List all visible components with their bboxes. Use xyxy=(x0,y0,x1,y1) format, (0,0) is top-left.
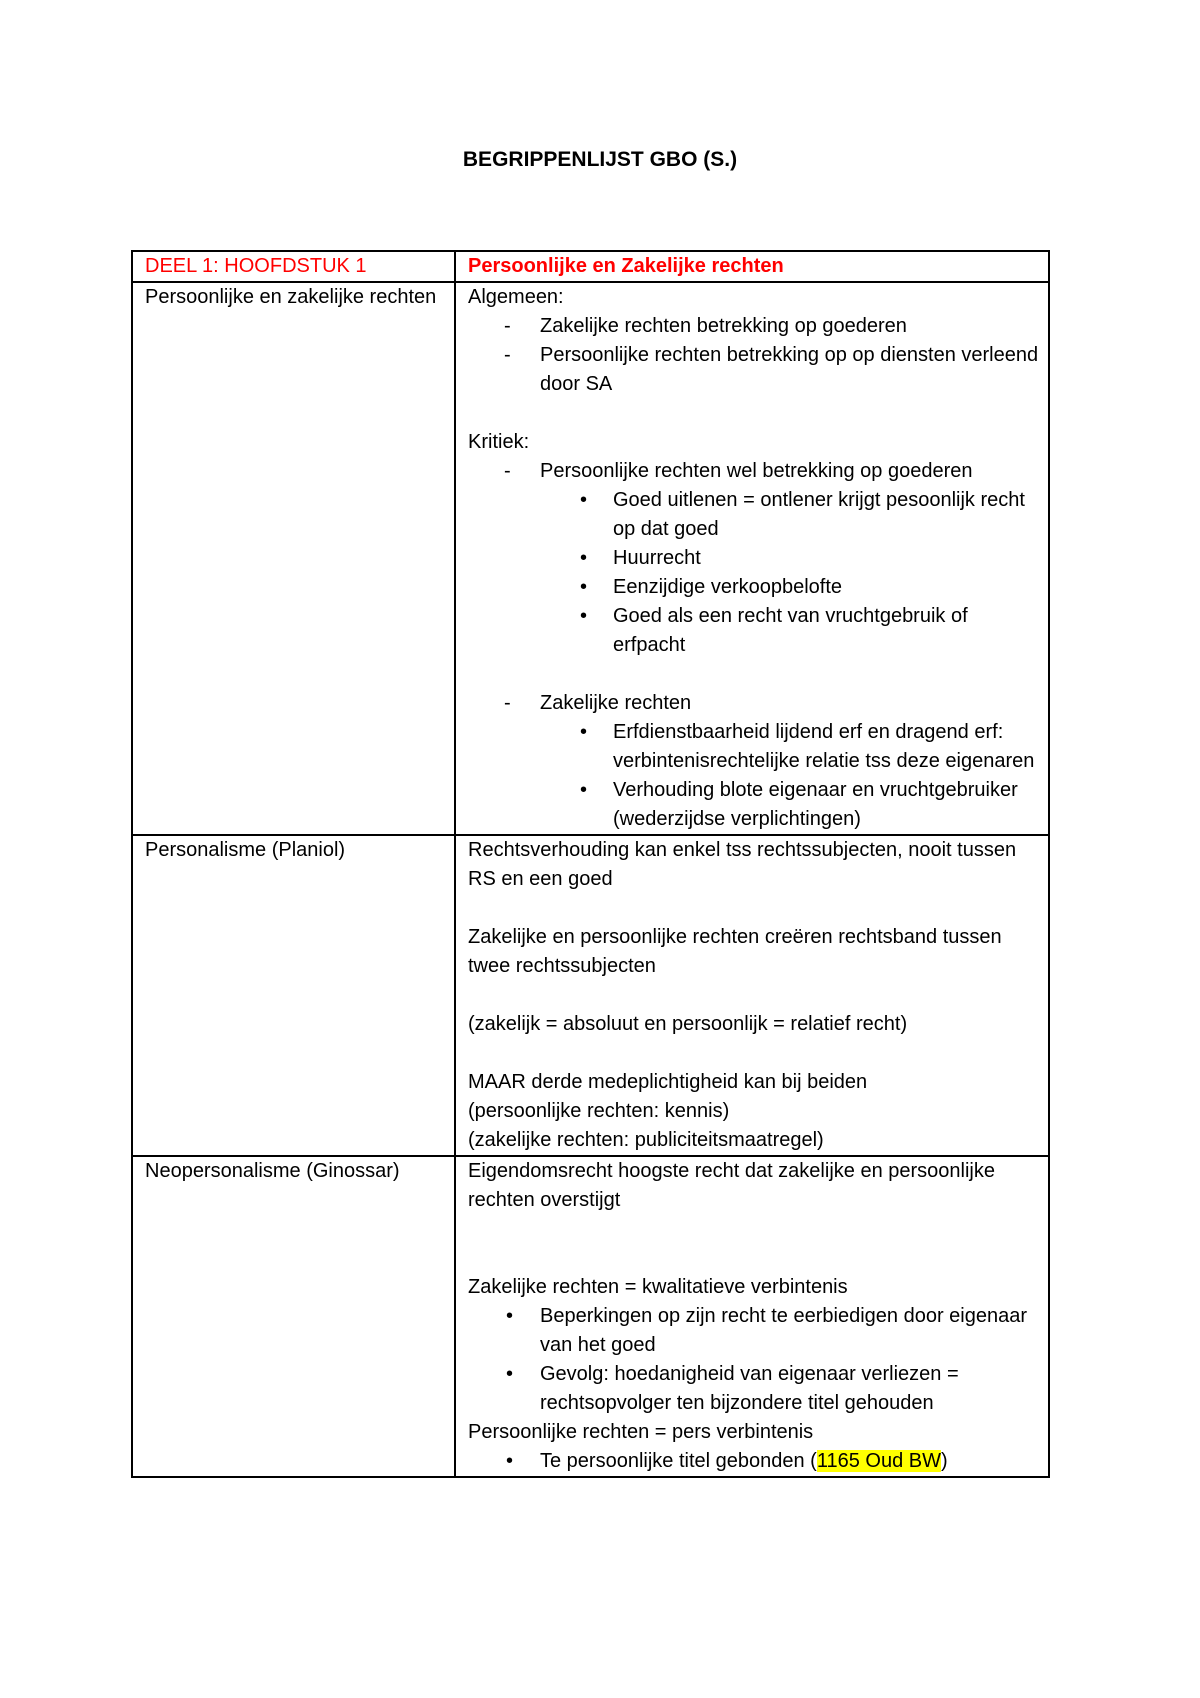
bullet-text-end: ) xyxy=(941,1450,948,1472)
paragraph: Eigendomsrecht hoogste recht dat zakelijke en persoonlijke rechten overstijgt xyxy=(468,1160,995,1211)
definition-cell xyxy=(455,1156,1049,1477)
definition-cell xyxy=(455,282,1049,835)
bullet-item: • Goed uitlenen = ontlener krijgt pesoonlijk recht op dat goed xyxy=(468,486,1042,544)
algemeen-label: Algemeen: xyxy=(468,286,564,308)
list-item: - Zakelijke rechten betrekking op goederen xyxy=(468,312,1042,341)
topic-cell xyxy=(455,251,1049,282)
paragraph: MAAR derde medeplichtigheid kan bij beiden xyxy=(468,1071,868,1093)
definition-cell xyxy=(455,835,1049,1156)
chapter-cell: DEEL 1: HOOFDSTUK 1 xyxy=(132,251,455,282)
table-row xyxy=(132,282,1049,835)
paragraph: Rechtsverhouding kan enkel tss rechtssubjecten, nooit tussen RS en een goed xyxy=(468,839,1017,890)
paragraph: (zakelijk = absoluut en persoonlijk = relatief recht) xyxy=(468,1013,908,1035)
begrippen-table xyxy=(131,250,1050,1478)
paragraph: Zakelijke en persoonlijke rechten creëren rechtsband tussen twee rechtssubjecten xyxy=(468,926,1002,977)
bullet-item: • Beperkingen op zijn recht te eerbiedigen door eigenaar van het goed xyxy=(468,1302,1042,1360)
term-cell: Personalisme (Planiol) xyxy=(132,835,455,1156)
bullet-item: • Verhouding blote eigenaar en vruchtgebruiker (wederzijdse verplichtingen) xyxy=(468,776,1042,834)
bullet-item: • Goed als een recht van vruchtgebruik of erfpacht xyxy=(468,602,1042,660)
bullet-item: • Gevolg: hoedanigheid van eigenaar verliezen = rechtsopvolger ten bijzondere titel gehouden xyxy=(468,1360,1042,1418)
bullet-item xyxy=(468,1447,1042,1476)
bullet-text: Te persoonlijke titel gebonden ( xyxy=(540,1450,817,1472)
bullet-item: • Huurrecht xyxy=(468,544,1042,573)
topic-heading: Persoonlijke en Zakelijke rechten xyxy=(468,255,784,277)
paragraph: (persoonlijke rechten: kennis) xyxy=(468,1100,730,1122)
list-item: - Zakelijke rechten xyxy=(468,689,1042,718)
table-row xyxy=(132,1156,1049,1477)
list-item: - Persoonlijke rechten betrekking op op diensten verleend door SA xyxy=(468,341,1042,399)
term-cell: Neopersonalisme (Ginossar) xyxy=(132,1156,455,1477)
kritiek-label: Kritiek: xyxy=(468,431,530,453)
list-item: - Persoonlijke rechten wel betrekking op goederen xyxy=(468,457,1042,486)
highlighted-reference: 1165 Oud BW xyxy=(816,1450,941,1472)
document-title: BEGRIPPENLIJST GBO (S.) xyxy=(462,148,738,171)
paragraph: (zakelijke rechten: publiciteitsmaatregel) xyxy=(468,1129,824,1151)
paragraph: Zakelijke rechten = kwalitatieve verbintenis xyxy=(468,1276,848,1298)
term-cell: Persoonlijke en zakelijke rechten xyxy=(132,282,455,835)
paragraph: Persoonlijke rechten = pers verbintenis xyxy=(468,1421,814,1443)
table-row xyxy=(132,835,1049,1156)
bullet-item: • Erfdienstbaarheid lijdend erf en dragend erf: verbintenisrechtelijke relatie tss deze eigenaren xyxy=(468,718,1042,776)
bullet-item: • Eenzijdige verkoopbelofte xyxy=(468,573,1042,602)
table-header-row xyxy=(132,251,1049,282)
